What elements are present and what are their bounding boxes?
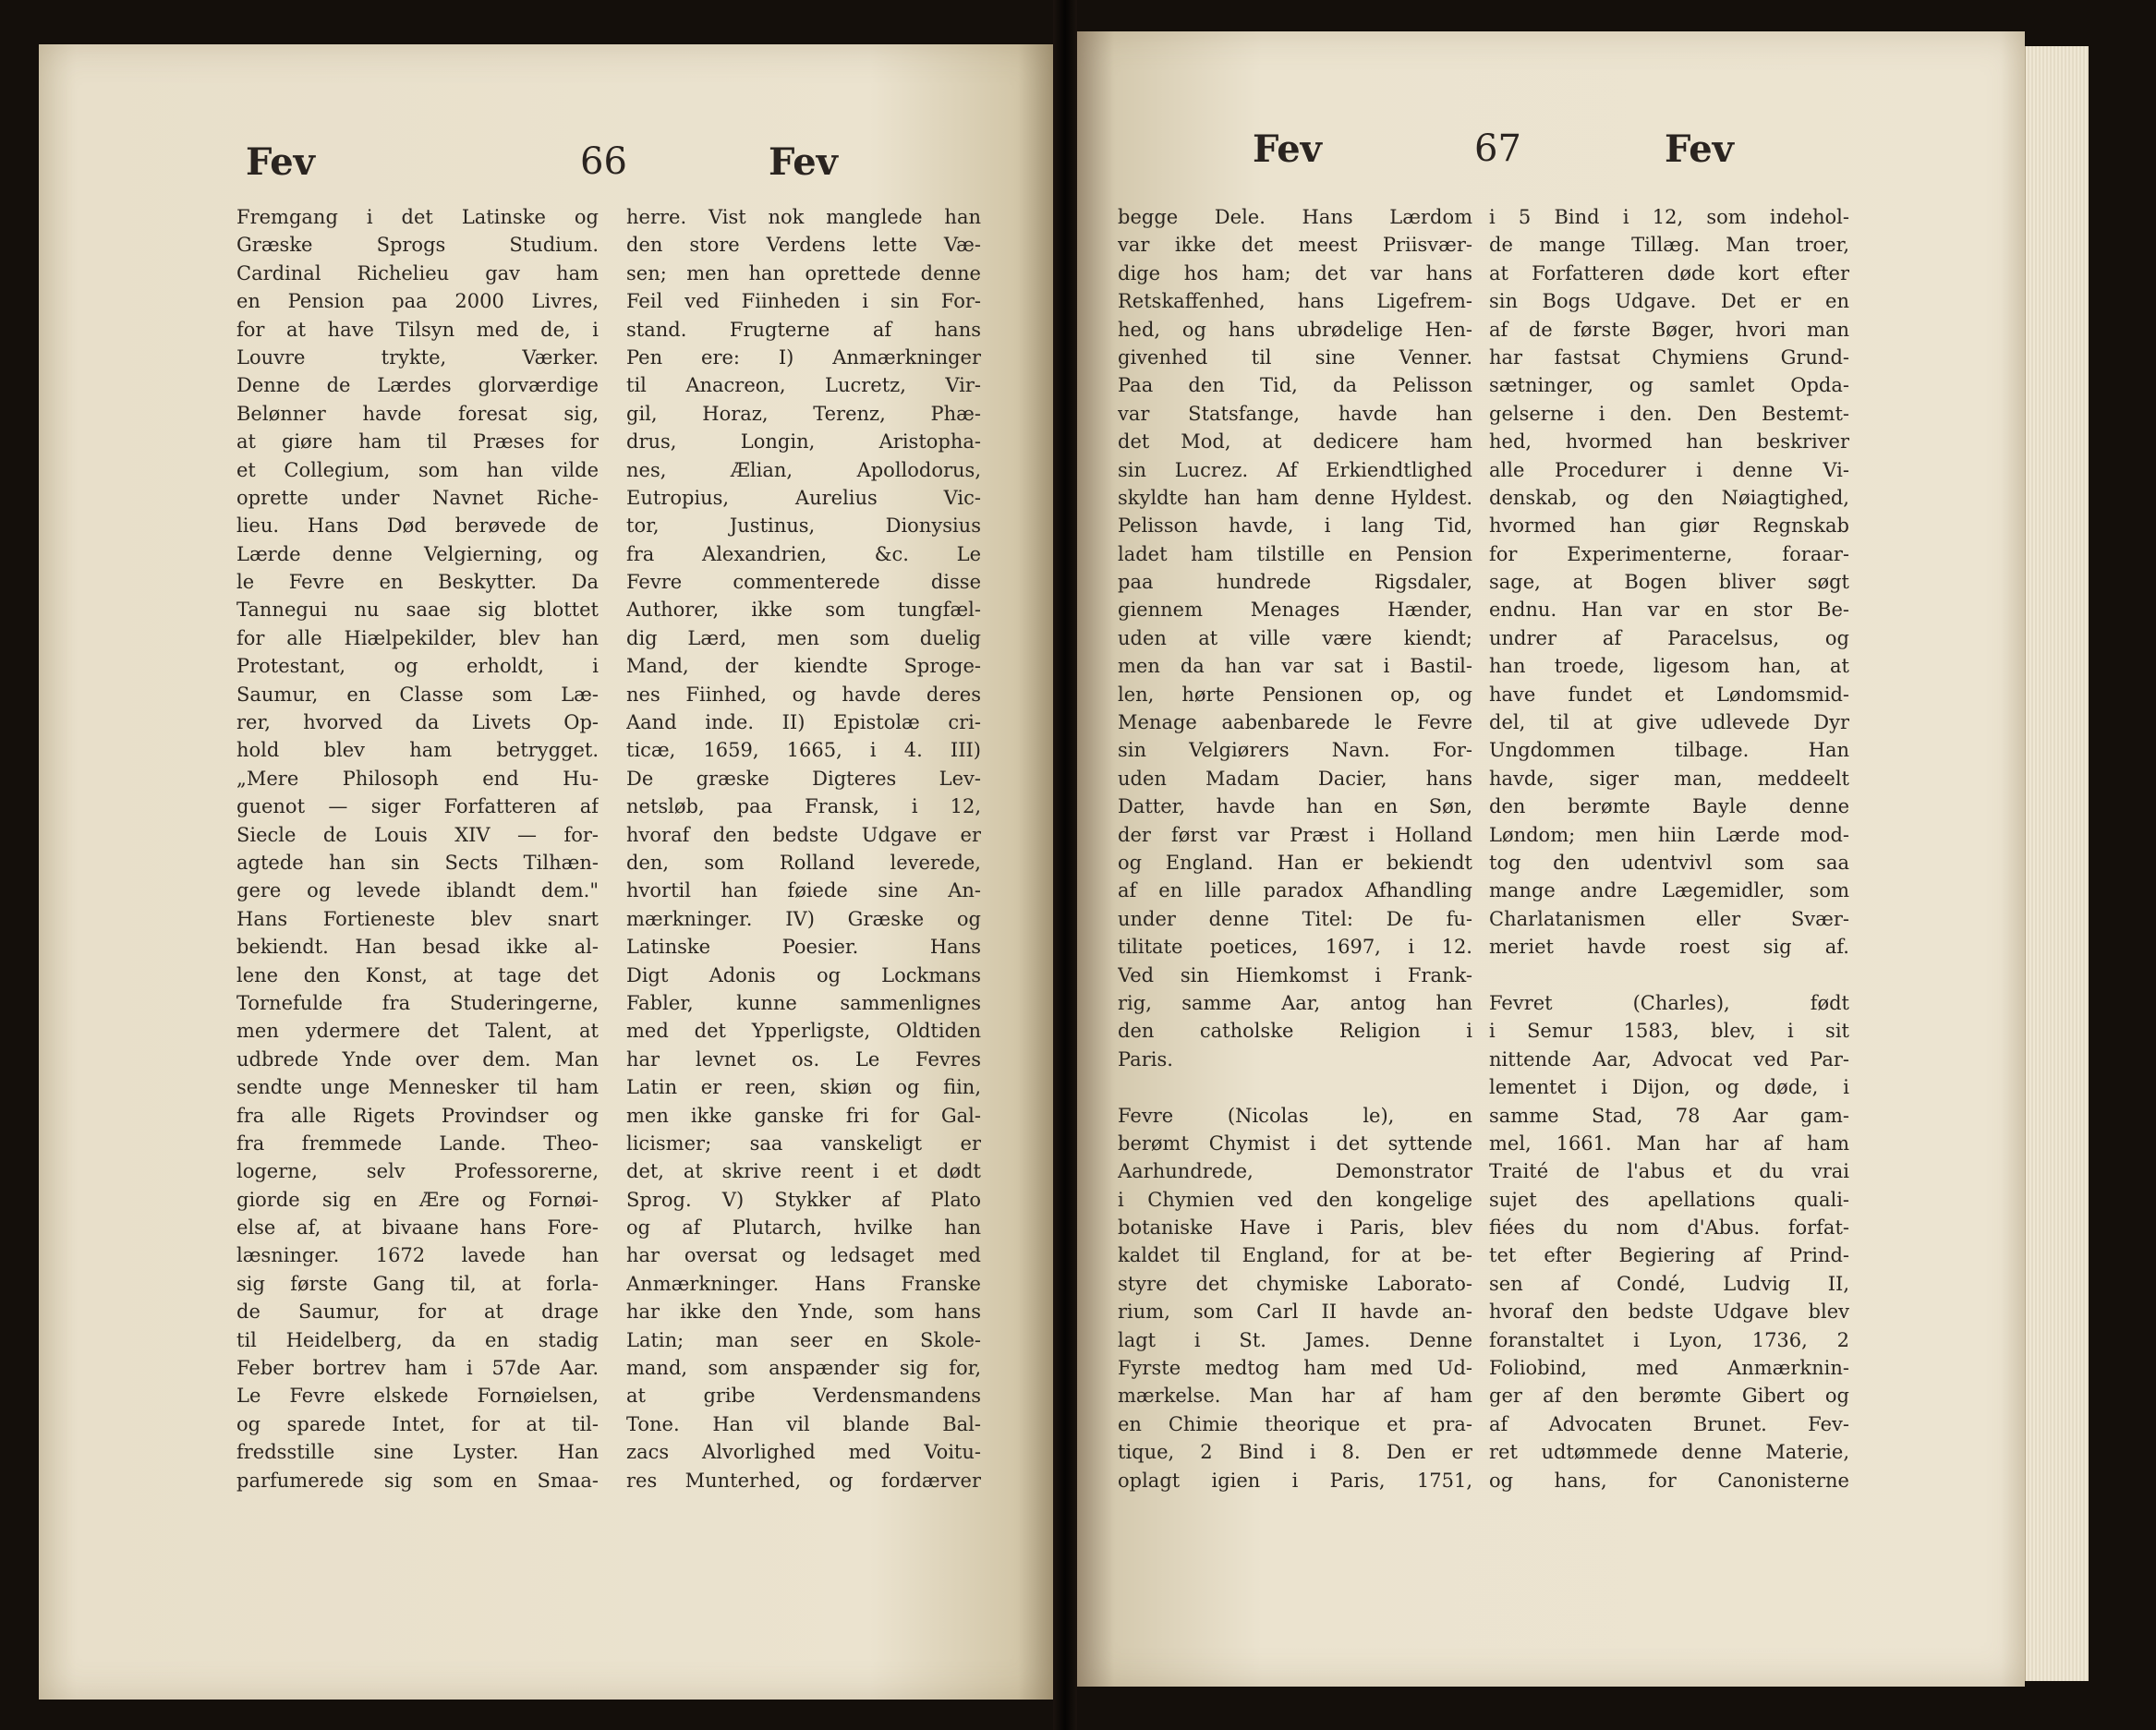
text-line: samme Stad, 78 Aar gam-	[1489, 1104, 1849, 1127]
text-line: Datter, havde han en Søn,	[1118, 795, 1472, 818]
text-line: den berømte Bayle denne	[1489, 795, 1849, 818]
left-page-column-2	[626, 203, 981, 1494]
running-head-right: Fev	[1665, 127, 1734, 171]
text-line: Denne de Lærdes glorværdige	[236, 374, 599, 397]
text-line: at giøre ham til Præses for	[236, 430, 599, 454]
text-line: drus, Longin, Aristopha-	[626, 430, 981, 454]
text-line: Le Fevre elskede Fornøielsen,	[236, 1385, 599, 1408]
text-line: oplagt igien i Paris, 1751,	[1118, 1469, 1472, 1492]
text-line: giennem Menages Hænder,	[1118, 599, 1472, 622]
text-line: Latin er reen, skiøn og fiin,	[626, 1076, 981, 1099]
text-line: Charlatanismen eller Svær-	[1489, 907, 1849, 930]
left-page	[39, 44, 1053, 1700]
text-line: sendte unge Mennesker til ham	[236, 1076, 599, 1099]
text-line: har oversat og ledsaget med	[626, 1244, 981, 1267]
text-line: fra alle Rigets Provindser og	[236, 1104, 599, 1127]
text-line: mærkelse. Man har af ham	[1118, 1385, 1472, 1408]
text-line: Cardinal Richelieu gav ham	[236, 261, 599, 284]
text-line: parfumerede sig som en Smaa-	[236, 1469, 599, 1492]
text-line: dig Lærd, men som duelig	[626, 626, 981, 649]
text-line: le Fevre en Beskytter. Da	[236, 571, 599, 594]
text-line: Paris.	[1118, 1047, 1173, 1071]
text-line: ladet ham tilstille en Pension	[1118, 542, 1472, 565]
text-line: Ved sin Hiemkomst i Frank-	[1118, 963, 1472, 986]
text-line: Tornefulde fra Studeringerne,	[236, 991, 599, 1014]
text-line: hed, og hans ubrødelige Hen-	[1118, 318, 1472, 341]
text-line: Aarhundrede, Demonstrator	[1118, 1160, 1472, 1183]
running-head-left: Fev	[1253, 127, 1322, 171]
text-line: Ungdommen tilbage. Han	[1489, 739, 1849, 762]
text-line: lene den Konst, at tage det	[236, 963, 599, 986]
text-line: en Pension paa 2000 Livres,	[236, 290, 599, 313]
text-line: Tannegui nu saae sig blottet	[236, 599, 599, 622]
text-line: sage, at Bogen bliver søgt	[1489, 571, 1849, 594]
text-line: del, til at give udlevede Dyr	[1489, 711, 1849, 734]
text-line: Latin; man seer en Skole-	[626, 1328, 981, 1351]
text-line: licismer; saa vanskeligt er	[626, 1131, 981, 1155]
text-line: de mange Tillæg. Man troer,	[1489, 234, 1849, 257]
text-line: under denne Titel: De fu-	[1118, 907, 1472, 930]
text-line: men ydermere det Talent, at	[236, 1020, 599, 1043]
text-line: Belønner havde foresat sig,	[236, 402, 599, 425]
text-line: fiées du nom d'Abus. forfat-	[1489, 1216, 1849, 1240]
text-line: hvoraf den bedste Udgave blev	[1489, 1301, 1849, 1324]
text-line: Løndom; men hiin Lærde mod-	[1489, 823, 1849, 846]
text-line: logerne, selv Professorerne,	[236, 1160, 599, 1183]
text-line: læsninger. 1672 lavede han	[236, 1244, 599, 1267]
text-line: sig første Gang til, at forla-	[236, 1272, 599, 1295]
text-line: en Chimie theorique et pra-	[1118, 1412, 1472, 1435]
text-line: rig, samme Aar, antog han	[1118, 991, 1472, 1014]
text-line: tet efter Begiering af Prind-	[1489, 1244, 1849, 1267]
text-line: oprette under Navnet Riche-	[236, 486, 599, 509]
text-line: Louvre trykte, Værker.	[236, 345, 599, 369]
text-line: og sparede Intet, for at til-	[236, 1412, 599, 1435]
text-line: at gribe Verdensmandens	[626, 1385, 981, 1408]
text-line: Tone. Han vil blande Bal-	[626, 1412, 981, 1435]
text-line: han troede, ligesom han, at	[1489, 655, 1849, 678]
text-line: hvoraf den bedste Udgave er	[626, 823, 981, 846]
text-line: af de første Bøger, hvori man	[1489, 318, 1849, 341]
text-line: var Statsfange, havde han	[1118, 402, 1472, 425]
text-line: et Collegium, som han vilde	[236, 458, 599, 481]
text-line: ret udtømmede denne Materie,	[1489, 1441, 1849, 1464]
text-line: til Heidelberg, da en stadig	[236, 1328, 599, 1351]
text-line: og hans, for Canonisterne	[1489, 1469, 1849, 1492]
text-line: Fevre (Nicolas le), en	[1118, 1104, 1472, 1127]
text-line: mange andre Lægemidler, som	[1489, 879, 1849, 902]
text-line: har fastsat Chymiens Grund-	[1489, 345, 1849, 369]
text-line: rium, som Carl II havde an-	[1118, 1301, 1472, 1324]
text-line: else af, at bivaane hans Fore-	[236, 1216, 599, 1240]
text-line: sujet des apellations quali-	[1489, 1188, 1849, 1211]
text-line: Aand inde. II) Epistolæ cri-	[626, 711, 981, 734]
text-line: Paa den Tid, da Pelisson	[1118, 374, 1472, 397]
text-line: endnu. Han var en stor Be-	[1489, 599, 1849, 622]
text-line: den, som Rolland leverede,	[626, 851, 981, 874]
text-line: Digt Adonis og Lockmans	[626, 963, 981, 986]
text-line: ger af den berømte Gibert og	[1489, 1385, 1849, 1408]
text-line: rer, hvorved da Livets Op-	[236, 711, 599, 734]
text-line: de Saumur, for at drage	[236, 1301, 599, 1324]
text-line: mærkninger. IV) Græske og	[626, 907, 981, 930]
text-line: lagt i St. James. Denne	[1118, 1328, 1472, 1351]
text-line: gere og levede iblandt dem."	[236, 879, 599, 902]
text-line: meriet havde roest sig af.	[1489, 936, 1849, 959]
text-line: hvortil han føiede sine An-	[626, 879, 981, 902]
text-line: paa hundrede Rigsdaler,	[1118, 571, 1472, 594]
text-line: Latinske Poesier. Hans	[626, 936, 981, 959]
text-line: „Mere Philosoph end Hu-	[236, 767, 599, 790]
text-line: til Anacreon, Lucretz, Vir-	[626, 374, 981, 397]
right-page-column-2	[1489, 203, 1849, 1494]
text-line: gil, Horaz, Terenz, Phæ-	[626, 402, 981, 425]
left-page-column-1	[236, 203, 599, 1494]
text-line: Saumur, en Classe som Læ-	[236, 683, 599, 706]
text-line: Feil ved Fiinheden i sin For-	[626, 290, 981, 313]
text-line: nes, Ælian, Apollodorus,	[626, 458, 981, 481]
text-line: Pelisson havde, i lang Tid,	[1118, 514, 1472, 538]
text-line: kaldet til England, for at be-	[1118, 1244, 1472, 1267]
text-line: Authorer, ikke som tungfæl-	[626, 599, 981, 622]
text-line: mand, som anspænder sig for,	[626, 1357, 981, 1380]
page-number: 67	[1474, 127, 1521, 170]
text-line: nes Fiinhed, og havde deres	[626, 683, 981, 706]
right-page-column-1	[1118, 203, 1472, 1494]
text-line: Foliobind, med Anmærknin-	[1489, 1357, 1849, 1380]
text-line: udbrede Ynde over dem. Man	[236, 1047, 599, 1071]
text-line: Fabler, kunne sammenlignes	[626, 991, 981, 1014]
text-line: men da han var sat i Bastil-	[1118, 655, 1472, 678]
text-line: denskab, og den Nøiagtighed,	[1489, 486, 1849, 509]
text-line: Fevre commenterede disse	[626, 571, 981, 594]
text-line: at Forfatteren døde kort efter	[1489, 261, 1849, 284]
text-line: har levnet os. Le Fevres	[626, 1047, 981, 1071]
text-line: Traité de l'abus et du vrai	[1489, 1160, 1849, 1183]
text-line: len, hørte Pensionen op, og	[1118, 683, 1472, 706]
right-page-header	[1077, 127, 2025, 183]
text-line: styre det chymiske Laborato-	[1118, 1272, 1472, 1295]
page-edges	[2025, 46, 2089, 1681]
text-line: hed, hvormed han beskriver	[1489, 430, 1849, 454]
text-line: botaniske Have i Paris, blev	[1118, 1216, 1472, 1240]
running-head-right: Fev	[769, 140, 838, 184]
text-line: sin Bogs Udgave. Det er en	[1489, 290, 1849, 313]
text-line: zacs Alvorlighed med Voitu-	[626, 1441, 981, 1464]
text-line: tique, 2 Bind i 8. Den er	[1118, 1441, 1472, 1464]
text-line: herre. Vist nok manglede han	[626, 206, 981, 228]
text-line: og England. Han er bekiendt	[1118, 851, 1472, 874]
text-line: af Advocaten Brunet. Fev-	[1489, 1412, 1849, 1435]
text-line: Sprog. V) Stykker af Plato	[626, 1188, 981, 1211]
text-line: hvormed han giør Regnskab	[1489, 514, 1849, 538]
text-line: alle Procedurer i denne Vi-	[1489, 458, 1849, 481]
text-line: givenhed til sine Venner.	[1118, 345, 1472, 369]
text-line: fra fremmede Lande. Theo-	[236, 1131, 599, 1155]
text-line: der først var Præst i Holland	[1118, 823, 1472, 846]
text-line: men ikke ganske fri for Gal-	[626, 1104, 981, 1127]
text-line: Feber bortrev ham i 57de Aar.	[236, 1357, 599, 1380]
text-line: af en lille paradox Afhandling	[1118, 879, 1472, 902]
text-line: Fremgang i det Latinske og	[236, 206, 599, 228]
text-line: sin Lucrez. Af Erkiendtlighed	[1118, 458, 1472, 481]
text-line: Græske Sprogs Studium.	[236, 234, 599, 257]
running-head-left: Fev	[246, 140, 315, 184]
text-line: det Mod, at dedicere ham	[1118, 430, 1472, 454]
text-line: i Semur 1583, blev, i sit	[1489, 1020, 1849, 1043]
text-line: Mand, der kiendte Sproge-	[626, 655, 981, 678]
text-line: foranstaltet i Lyon, 1736, 2	[1489, 1328, 1849, 1351]
text-line: gelserne i den. Den Bestemt-	[1489, 402, 1849, 425]
text-line: agtede han sin Sects Tilhæn-	[236, 851, 599, 874]
text-line: i Chymien ved den kongelige	[1118, 1188, 1472, 1211]
text-line: mel, 1661. Man har af ham	[1489, 1131, 1849, 1155]
book-gutter	[1053, 0, 1077, 1730]
text-line: lieu. Hans Død berøvede de	[236, 514, 599, 538]
text-line: i 5 Bind i 12, som indehol-	[1489, 206, 1849, 228]
text-line: sin Velgiørers Navn. For-	[1118, 739, 1472, 762]
text-line: med det Ypperligste, Oldtiden	[626, 1020, 981, 1043]
text-line: og af Plutarch, hvilke han	[626, 1216, 981, 1240]
text-line: sen af Condé, Ludvig II,	[1489, 1272, 1849, 1295]
text-line: nittende Aar, Advocat ved Par-	[1489, 1047, 1849, 1071]
text-line: guenot — siger Forfatteren af	[236, 795, 599, 818]
text-line: Anmærkninger. Hans Franske	[626, 1272, 981, 1295]
text-line: De græske Digteres Lev-	[626, 767, 981, 790]
text-line: har ikke den Ynde, som hans	[626, 1301, 981, 1324]
text-line: tilitate poetices, 1697, i 12.	[1118, 936, 1472, 959]
text-line: Pen ere: I) Anmærkninger	[626, 345, 981, 369]
text-line: Fevret (Charles), født	[1489, 991, 1849, 1014]
text-line: Hans Fortieneste blev snart	[236, 907, 599, 930]
text-line: Retskaffenhed, hans Ligefrem-	[1118, 290, 1472, 313]
page-number: 66	[580, 140, 627, 183]
text-line: tor, Justinus, Dionysius	[626, 514, 981, 538]
text-line: skyldte han ham denne Hyldest.	[1118, 486, 1472, 509]
text-line: Siecle de Louis XIV — for-	[236, 823, 599, 846]
text-line: for Experimenterne, foraar-	[1489, 542, 1849, 565]
text-line: have fundet et Løndomsmid-	[1489, 683, 1849, 706]
text-line: sætninger, og samlet Opda-	[1489, 374, 1849, 397]
text-line: sen; men han oprettede denne	[626, 261, 981, 284]
text-line	[1118, 1073, 1472, 1101]
text-line: den store Verdens lette Væ-	[626, 234, 981, 257]
text-line: giorde sig en Ære og Fornøi-	[236, 1188, 599, 1211]
text-line: hold blev ham betrygget.	[236, 739, 599, 762]
text-line: Protestant, og erholdt, i	[236, 655, 599, 678]
text-line: det, at skrive reent i et dødt	[626, 1160, 981, 1183]
text-line: lementet i Dijon, og døde, i	[1489, 1076, 1849, 1099]
text-line: Fyrste medtog ham med Ud-	[1118, 1357, 1472, 1380]
text-line: tog den udentvivl som saa	[1489, 851, 1849, 874]
text-line: stand. Frugterne af hans	[626, 318, 981, 341]
text-line: bekiendt. Han besad ikke al-	[236, 936, 599, 959]
text-line: Eutropius, Aurelius Vic-	[626, 486, 981, 509]
text-line: Menage aabenbarede le Fevre	[1118, 711, 1472, 734]
text-line: res Munterhed, og fordærver	[626, 1469, 981, 1492]
text-line: uden at ville være kiendt;	[1118, 626, 1472, 649]
text-line: var ikke det meest Priisvær-	[1118, 234, 1472, 257]
text-line: berømt Chymist i det syttende	[1118, 1131, 1472, 1155]
text-line: for at have Tilsyn med de, i	[236, 318, 599, 341]
text-line: netsløb, paa Fransk, i 12,	[626, 795, 981, 818]
text-line: Lærde denne Velgierning, og	[236, 542, 599, 565]
text-line: ticæ, 1659, 1665, i 4. III)	[626, 739, 981, 762]
text-line: undrer af Paracelsus, og	[1489, 626, 1849, 649]
text-line	[1489, 962, 1849, 989]
text-line: fra Alexandrien, &c. Le	[626, 542, 981, 565]
right-page	[1077, 31, 2025, 1687]
left-page-header	[39, 140, 1053, 196]
text-line: for alle Hiælpekilder, blev han	[236, 626, 599, 649]
text-line: dige hos ham; det var hans	[1118, 261, 1472, 284]
text-line: fredsstille sine Lyster. Han	[236, 1441, 599, 1464]
text-line: havde, siger man, meddeelt	[1489, 767, 1849, 790]
text-line: den catholske Religion i	[1118, 1020, 1472, 1043]
text-line: uden Madam Dacier, hans	[1118, 767, 1472, 790]
text-line: begge Dele. Hans Lærdom	[1118, 206, 1472, 228]
